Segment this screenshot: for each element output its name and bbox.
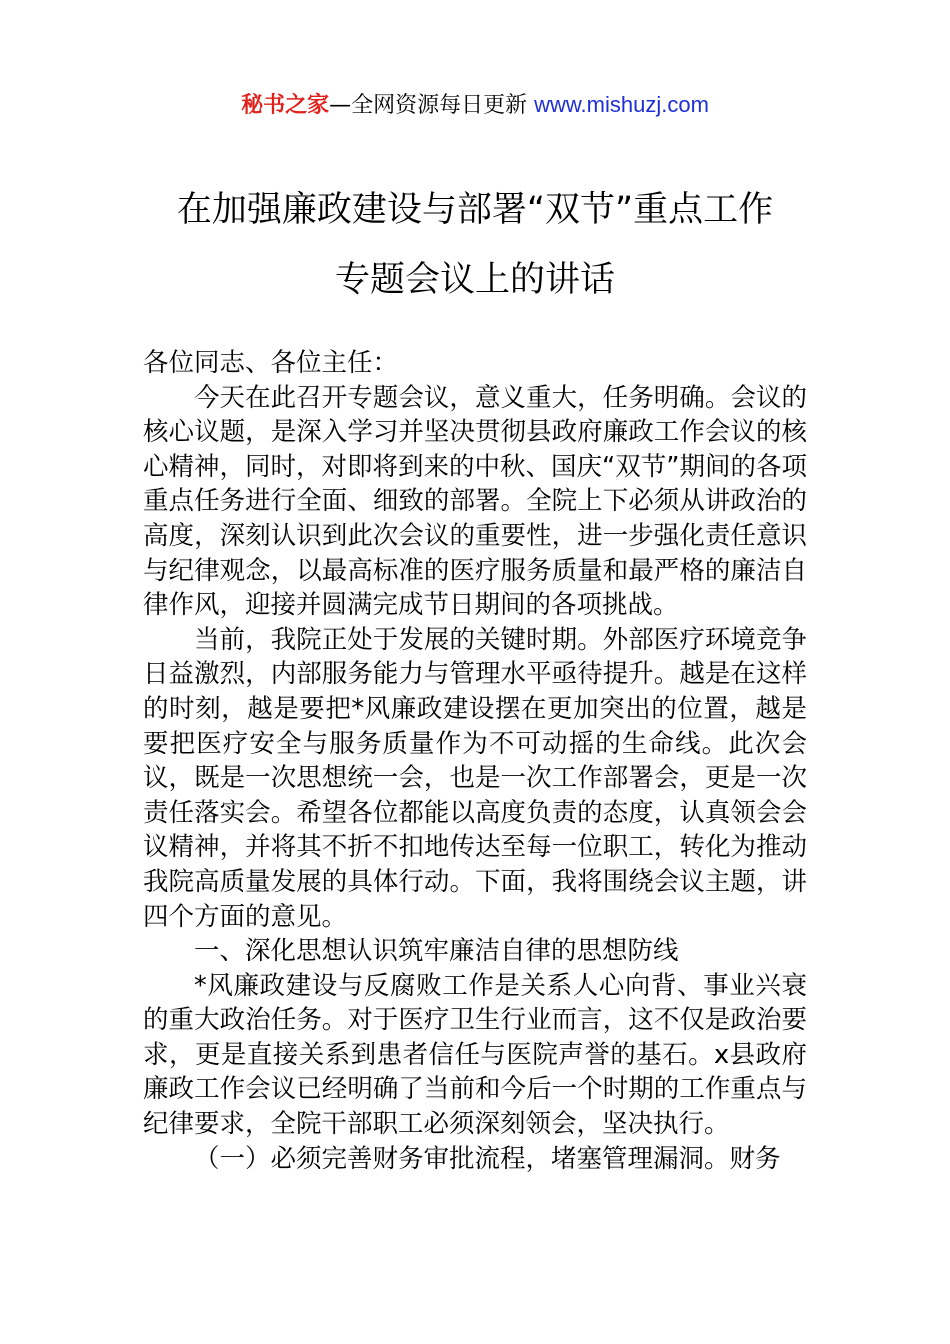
subsection-1-heading: （一）必须完善财务审批流程，堵塞管理漏洞。财务 [194,1143,781,1174]
section-1-paragraph: *风廉政建设与反腐败工作是关系人心向背、事业兴衰的重大政治任务。对于医疗卫生行业而言，这不仅是政治要求，更是直接关系到患者信任与医院声誉的基石。x县政府廉政工作会议已经明确了当前和今后一个时期的工作重点与纪律要求，全院干部职工必须深刻领会，坚决执行。 [143,970,807,1140]
header-tagline: —全网资源每日更新 [329,93,535,118]
document-body [143,346,807,1176]
document-title-line-2: 专题会议上的讲话 [334,260,615,300]
document-title-line-1: 在加强廉政建设与部署“双节”重点工作 [176,190,774,230]
site-url-link[interactable]: www.mishuzj.com [534,92,709,117]
brand-name: 秘书之家 [241,93,330,118]
paragraph-2: 当前，我院正处于发展的关键时期。外部医疗环境竞争日益激烈，内部服务能力与管理水平亟待提升。越是在这样的时刻，越是要把*风廉政建设摆在更加突出的位置，越是要把医疗安全与服务质量作为不可动摇的生命线。此次会议，既是一次思想统一会，也是一次工作部署会，更是一次责任落实会。希望各位都能以高度负责的态度，认真领会会议精神，并将其不折不扣地传达至每一位职工，转化为推动我院高质量发展的具体行动。下面，我将围绕会议主题，讲四个方面的意见。 [143,624,807,932]
section-1-heading: 一、深化思想认识筑牢廉洁自律的思想防线 [194,936,679,967]
paragraph-1: 今天在此召开专题会议，意义重大，任务明确。会议的核心议题，是深入学习并坚决贯彻县政府廉政工作会议的核心精神，同时，对即将到来的中秋、国庆“双节”期间的各项重点任务进行全面、细致的部署。全院上下必须从讲政治的高度，深刻认识到此次会议的重要性，进一步强化责任意识与纪律观念，以最高标准的医疗服务质量和最严格的廉洁自律作风，迎接并圆满完成节日期间的各项挑战。 [143,382,807,621]
salutation: 各位同志、各位主任： [143,348,399,378]
site-header [0,88,950,123]
